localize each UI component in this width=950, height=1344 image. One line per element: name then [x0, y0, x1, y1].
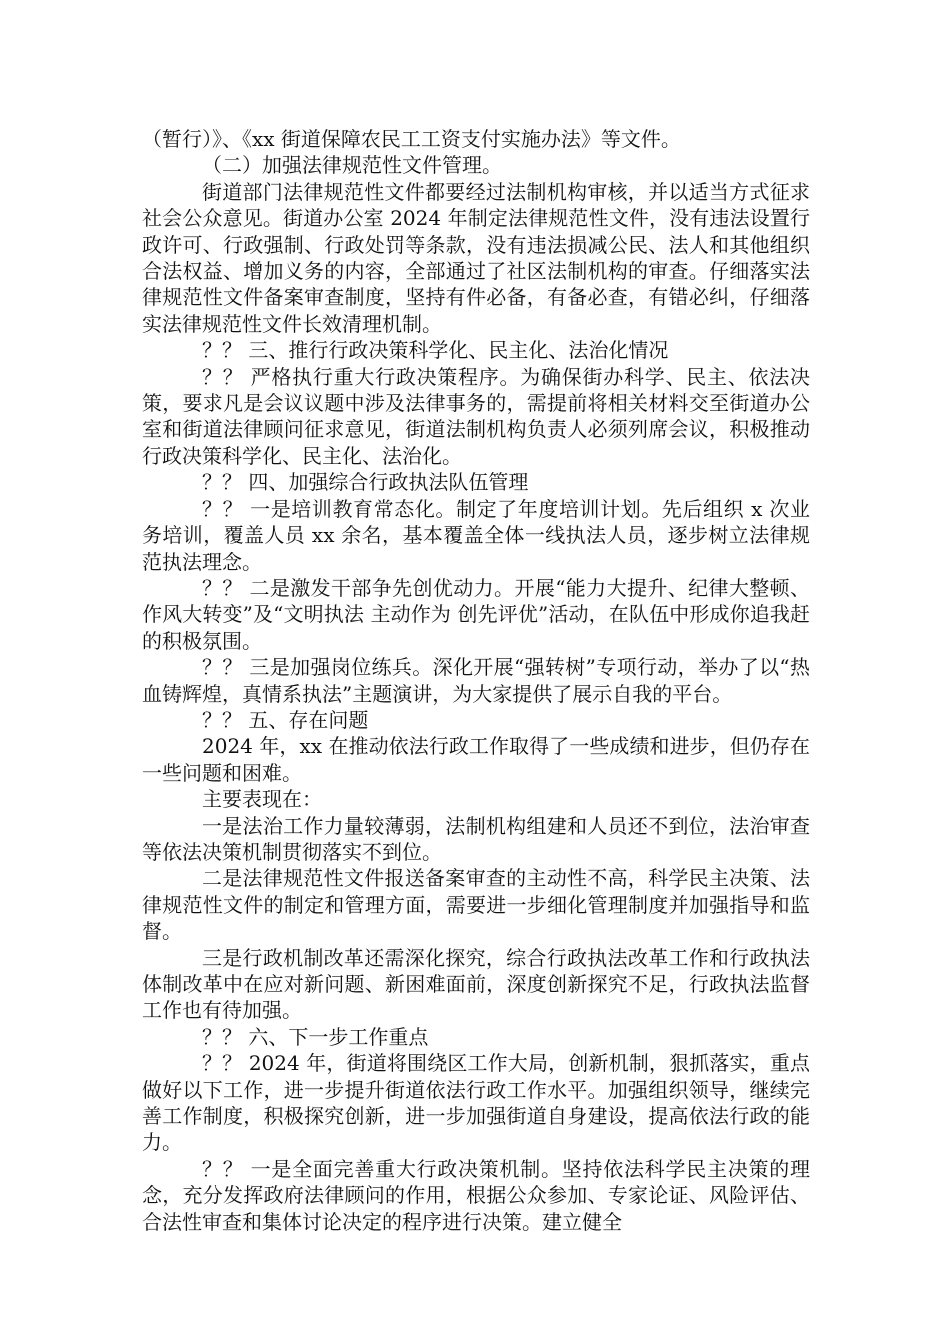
paragraph-8: ？？ 二是激发干部争先创优动力。开展“能力大提升、纪律大整顿、作风大转变”及“文明执法 主动作为 创先评优”活动，在队伍中形成你追我赶的积极氛围。 — [142, 575, 810, 653]
section-heading-6: ？？ 六、下一步工作重点 — [202, 1024, 429, 1049]
paragraph-5: ？？ 严格执行重大行政决策程序。为确保街办科学、民主、依法决策，要求凡是会议议题中涉及法律事务的，需提前将相关材料交至街道办公室和街道法律顾问征求意见，街道法制机构负责人必须列席会议，积极推动行政决策科学化、民主化、法治化。 — [142, 364, 810, 468]
paragraph-3: 街道部门法律规范性文件都要经过法制机构审核，并以适当方式征求社会公众意见。街道办公室 2024 年制定法律规范性文件，没有违法设置行政许可、行政强制、行政处罚等条款，没有违法损减公民、法人和其他组织合法权益、增加义务的内容，全部通过了社区法制机构的审查。仔细落实法律规范性文件备案审查制度，坚持有件必备，有备必查，有错必纠，仔细落实法律规范性文件长效清理机制。 — [142, 179, 810, 336]
paragraph-11: 2024 年，xx 在推动依法行政工作取得了一些成绩和进步，但仍存在一些问题和困难。 — [142, 734, 810, 785]
paragraph-9: ？？ 三是加强岗位练兵。深化开展“强转树”专项行动，举办了以“热血铸辉煌，真情系执法”主题演讲，为大家提供了展示自我的平台。 — [142, 655, 810, 706]
paragraph-13: 一是法治工作力量较薄弱，法制机构组建和人员还不到位，法治审查等依法决策机制贯彻落实不到位。 — [142, 813, 810, 864]
section-heading-2: （二）加强法律规范性文件管理。 — [202, 153, 502, 178]
document-body — [142, 126, 810, 1235]
paragraph-15: 三是行政机制改革还需深化探究，综合行政执法改革工作和行政执法体制改革中在应对新问题、新困难面前，深度创新探究不足，行政执法监督工作也有待加强。 — [142, 945, 810, 1023]
section-heading-4: ？？ 四、加强综合行政执法队伍管理 — [202, 470, 529, 495]
paragraph-18: ？？ 一是全面完善重大行政决策机制。坚持依法科学民主决策的理念，充分发挥政府法律顾问的作用，根据公众参加、专家论证、风险评估、合法性审查和集体讨论决定的程序进行决策。建立健全 — [142, 1156, 810, 1234]
paragraph-17: ？？ 2024 年，街道将围绕区工作大局，创新机制，狠抓落实，重点做好以下工作，进一步提升街道依法行政工作水平。加强组织领导，继续完善工作制度，积极探究创新，进一步加强街道自身建设，提高依法行政的能力。 — [142, 1051, 810, 1155]
paragraph-14: 二是法律规范性文件报送备案审查的主动性不高，科学民主决策、法律规范性文件的制定和管理方面，需要进一步细化管理制度并加强指导和监督。 — [142, 866, 810, 944]
paragraph-12: 主要表现在： — [202, 787, 322, 812]
section-heading-5: ？？ 五、存在问题 — [202, 707, 369, 732]
paragraph-7: ？？ 一是培训教育常态化。制定了年度培训计划。先后组织 x 次业务培训，覆盖人员 xx 余名，基本覆盖全体一线执法人员，逐步树立法律规范执法理念。 — [142, 496, 810, 574]
paragraph-1: （暂行）》、《xx 街道保障农民工工资支付实施办法》等文件。 — [142, 127, 681, 151]
section-heading-3: ？？ 三、推行行政决策科学化、民主化、法治化情况 — [202, 338, 669, 363]
